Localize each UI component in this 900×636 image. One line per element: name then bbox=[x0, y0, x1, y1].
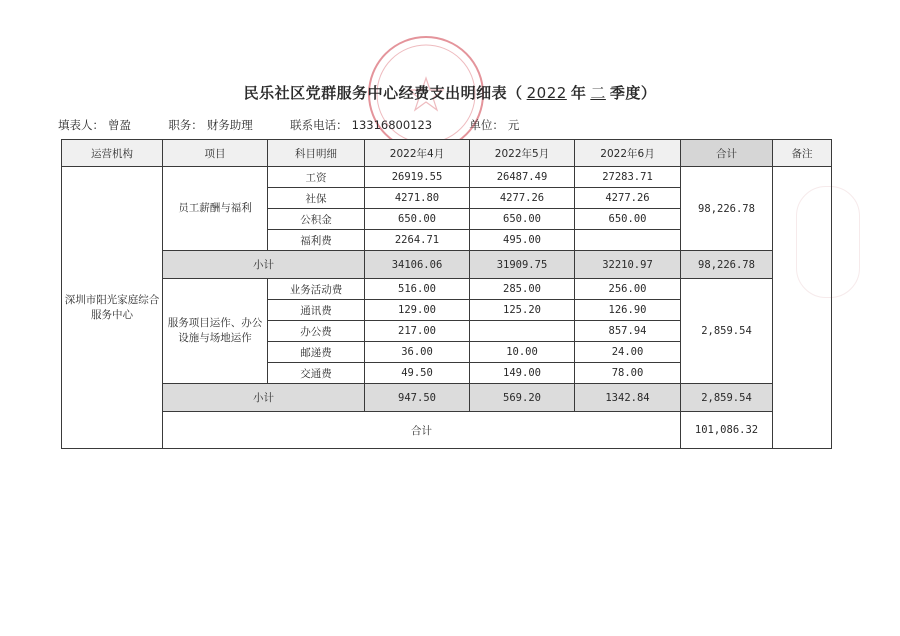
title-year: 2022 bbox=[526, 84, 567, 102]
value-cell: 129.00 bbox=[365, 300, 470, 321]
value-cell bbox=[575, 230, 681, 251]
value-cell: 256.00 bbox=[575, 279, 681, 300]
value-cell: 4271.80 bbox=[365, 188, 470, 209]
subject-cell: 交通费 bbox=[268, 363, 365, 384]
value-cell: 10.00 bbox=[470, 342, 575, 363]
value-cell: 36.00 bbox=[365, 342, 470, 363]
document-title bbox=[0, 82, 900, 103]
value-cell: 4277.26 bbox=[575, 188, 681, 209]
value-cell bbox=[470, 321, 575, 342]
value-cell: 78.00 bbox=[575, 363, 681, 384]
value-cell: 217.00 bbox=[365, 321, 470, 342]
grand-total-value: 101,086.32 bbox=[681, 412, 773, 449]
position-label: 职务： bbox=[168, 118, 203, 132]
subject-cell: 工资 bbox=[268, 167, 365, 188]
filler-label: 填表人： bbox=[58, 118, 104, 132]
remarks-cell bbox=[773, 167, 832, 449]
form-meta bbox=[58, 117, 523, 133]
value-cell: 24.00 bbox=[575, 342, 681, 363]
title-quarter: 二 bbox=[590, 84, 606, 102]
phone-label: 联系电话： bbox=[290, 118, 348, 132]
value-cell: 26487.49 bbox=[470, 167, 575, 188]
subject-cell: 邮递费 bbox=[268, 342, 365, 363]
subject-cell: 通讯费 bbox=[268, 300, 365, 321]
value-cell: 125.20 bbox=[470, 300, 575, 321]
value-cell: 4277.26 bbox=[470, 188, 575, 209]
phone-value: 13316800123 bbox=[351, 118, 433, 132]
value-cell: 516.00 bbox=[365, 279, 470, 300]
header-row bbox=[62, 140, 832, 167]
value-cell: 650.00 bbox=[365, 209, 470, 230]
value-cell: 49.50 bbox=[365, 363, 470, 384]
position-value: 财务助理 bbox=[206, 118, 253, 132]
subject-cell: 公积金 bbox=[268, 209, 365, 230]
subtotal-value: 569.20 bbox=[470, 384, 575, 412]
header-cell: 运营机构 bbox=[62, 140, 163, 167]
subtotal-value: 31909.75 bbox=[470, 251, 575, 279]
value-cell: 285.00 bbox=[470, 279, 575, 300]
subtotal-value: 1342.84 bbox=[575, 384, 681, 412]
subtotal-label: 小计 bbox=[163, 251, 365, 279]
value-cell: 149.00 bbox=[470, 363, 575, 384]
subtotal-total: 2,859.54 bbox=[681, 384, 773, 412]
subtotal-row bbox=[62, 251, 832, 279]
filler-name: 曾盈 bbox=[108, 118, 131, 132]
item-cell: 员工薪酬与福利 bbox=[163, 167, 268, 251]
subtotal-label: 小计 bbox=[163, 384, 365, 412]
subject-cell: 业务活动费 bbox=[268, 279, 365, 300]
grand-total-label: 合计 bbox=[163, 412, 681, 449]
header-cell: 2022年5月 bbox=[470, 140, 575, 167]
subtotal-value: 32210.97 bbox=[575, 251, 681, 279]
header-cell: 备注 bbox=[773, 140, 832, 167]
value-cell: 857.94 bbox=[575, 321, 681, 342]
table-row bbox=[62, 279, 832, 300]
value-cell: 27283.71 bbox=[575, 167, 681, 188]
value-cell: 126.90 bbox=[575, 300, 681, 321]
expense-table bbox=[61, 139, 832, 449]
value-cell: 495.00 bbox=[470, 230, 575, 251]
subject-cell: 办公费 bbox=[268, 321, 365, 342]
unit-label: 单位： bbox=[469, 118, 504, 132]
grand-total-row bbox=[62, 412, 832, 449]
subtotal-value: 34106.06 bbox=[365, 251, 470, 279]
group-total-cell: 2,859.54 bbox=[681, 279, 773, 384]
value-cell: 650.00 bbox=[575, 209, 681, 230]
unit-value: 元 bbox=[507, 118, 520, 132]
value-cell: 650.00 bbox=[470, 209, 575, 230]
item-cell: 服务项目运作、办公设施与场地运作 bbox=[163, 279, 268, 384]
subtotal-total: 98,226.78 bbox=[681, 251, 773, 279]
value-cell: 26919.55 bbox=[365, 167, 470, 188]
title-year-suffix: 年 bbox=[570, 84, 587, 102]
header-cell: 2022年6月 bbox=[575, 140, 681, 167]
header-cell: 合计 bbox=[681, 140, 773, 167]
header-cell: 2022年4月 bbox=[365, 140, 470, 167]
group-total-cell: 98,226.78 bbox=[681, 167, 773, 251]
subject-cell: 社保 bbox=[268, 188, 365, 209]
title-suffix: 季度） bbox=[609, 84, 657, 102]
subtotal-value: 947.50 bbox=[365, 384, 470, 412]
header-cell: 项目 bbox=[163, 140, 268, 167]
title-prefix: 民乐社区党群服务中心经费支出明细表（ bbox=[243, 84, 523, 102]
value-cell: 2264.71 bbox=[365, 230, 470, 251]
organization-cell: 深圳市阳光家庭综合服务中心 bbox=[62, 167, 163, 449]
subtotal-row bbox=[62, 384, 832, 412]
table-row bbox=[62, 167, 832, 188]
subject-cell: 福利费 bbox=[268, 230, 365, 251]
header-cell: 科目明细 bbox=[268, 140, 365, 167]
